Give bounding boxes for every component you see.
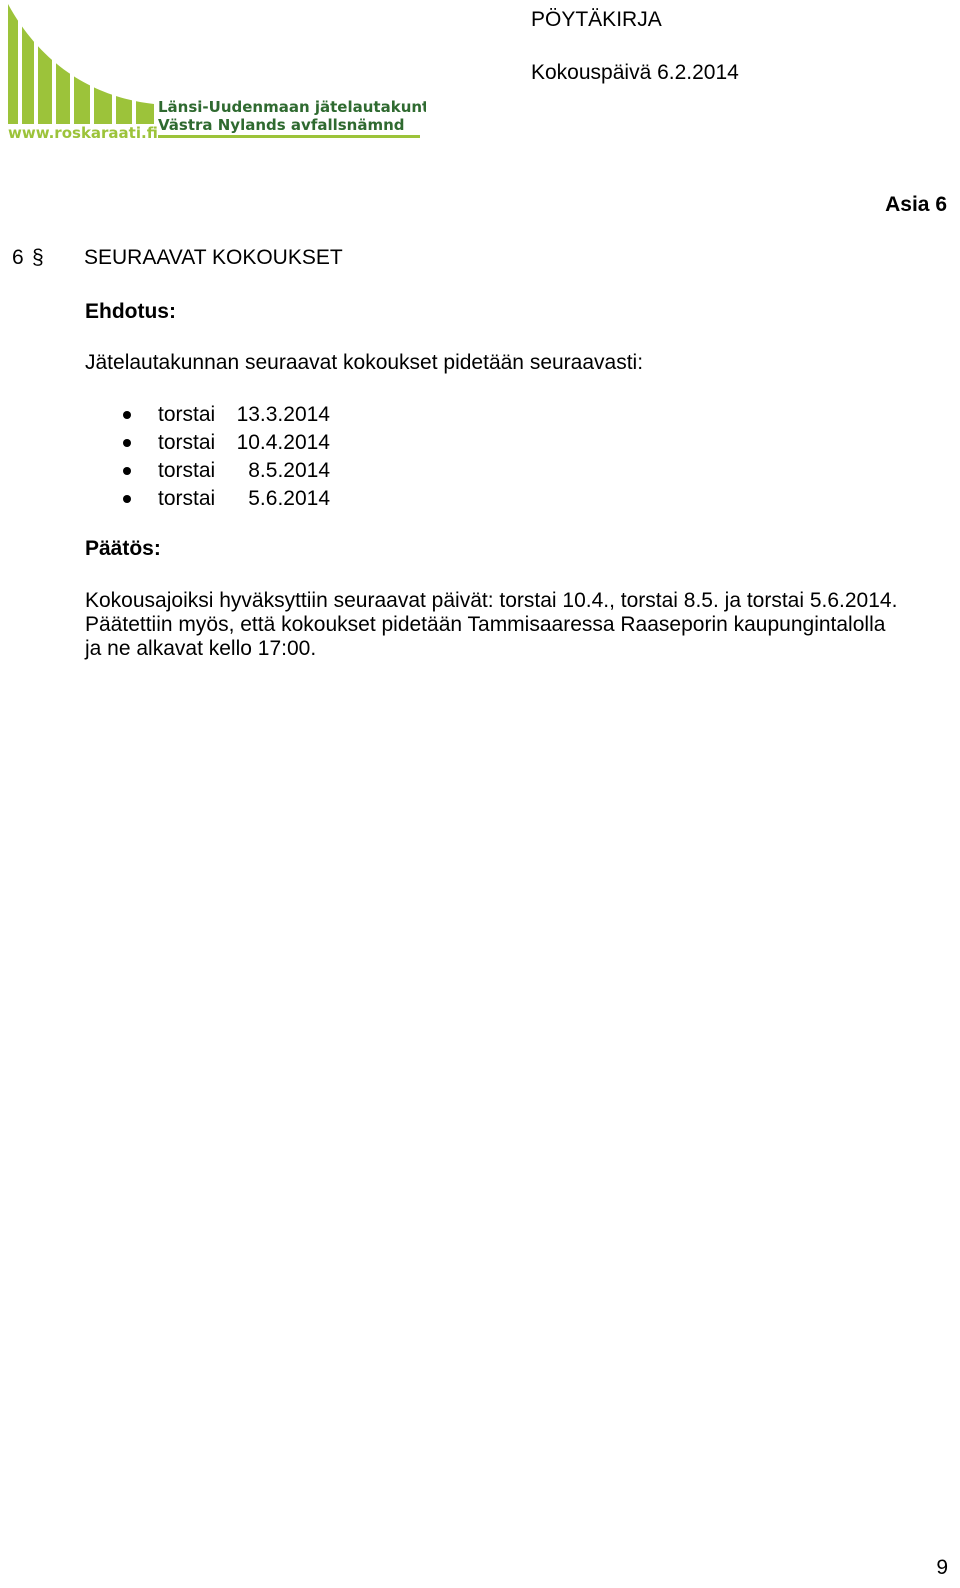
logo-title-fi: Länsi-Uudenmaan jätelautakunta: [158, 98, 426, 116]
logo-url: www.roskaraati.fi: [8, 124, 158, 142]
decision-line: Päätettiin myös, että kokoukset pidetään Tammisaaressa Raaseporin kaupungintalolla: [85, 613, 886, 636]
bullet-icon: [123, 411, 131, 419]
meeting-date: Kokouspäivä 6.2.2014: [531, 61, 739, 84]
agenda-item-label: Asia 6: [885, 193, 947, 216]
decision-text: [85, 589, 955, 661]
bullet-icon: [123, 467, 131, 475]
meeting-date-value: 10.4.2014: [236, 431, 330, 454]
proposal-text: Jätelautakunnan seuraavat kokoukset pidetään seuraavasti:: [85, 351, 644, 374]
organization-logo: [6, 4, 426, 146]
page-number: 9: [936, 1556, 948, 1579]
meeting-date-value: 5.6.2014: [248, 487, 330, 510]
meeting-day: torstai: [158, 403, 216, 426]
meeting-day: torstai: [158, 459, 216, 482]
meeting-day: torstai: [158, 487, 216, 510]
decision-line: ja ne alkavat kello 17:00.: [85, 637, 317, 660]
meeting-date-value: 8.5.2014: [248, 459, 330, 482]
bullet-icon: [123, 439, 131, 447]
section-title: SEURAAVAT KOKOUKSET: [84, 246, 343, 269]
decision-label: Päätös:: [85, 537, 161, 560]
section-mark: §: [32, 246, 44, 269]
document-type: PÖYTÄKIRJA: [531, 8, 662, 31]
section-heading: [12, 246, 343, 270]
logo-title-sv: Västra Nylands avfallsnämnd: [158, 116, 405, 134]
proposal-label: Ehdotus:: [85, 300, 176, 323]
section-number: 6: [12, 246, 24, 269]
bullet-icon: [123, 495, 131, 503]
decision-line: Kokousajoiksi hyväksyttiin seuraavat päivät: torstai 10.4., torstai 8.5. ja torstai 5.6.2014.: [85, 589, 898, 612]
meeting-date-value: 13.3.2014: [236, 403, 330, 426]
meeting-day: torstai: [158, 431, 216, 454]
